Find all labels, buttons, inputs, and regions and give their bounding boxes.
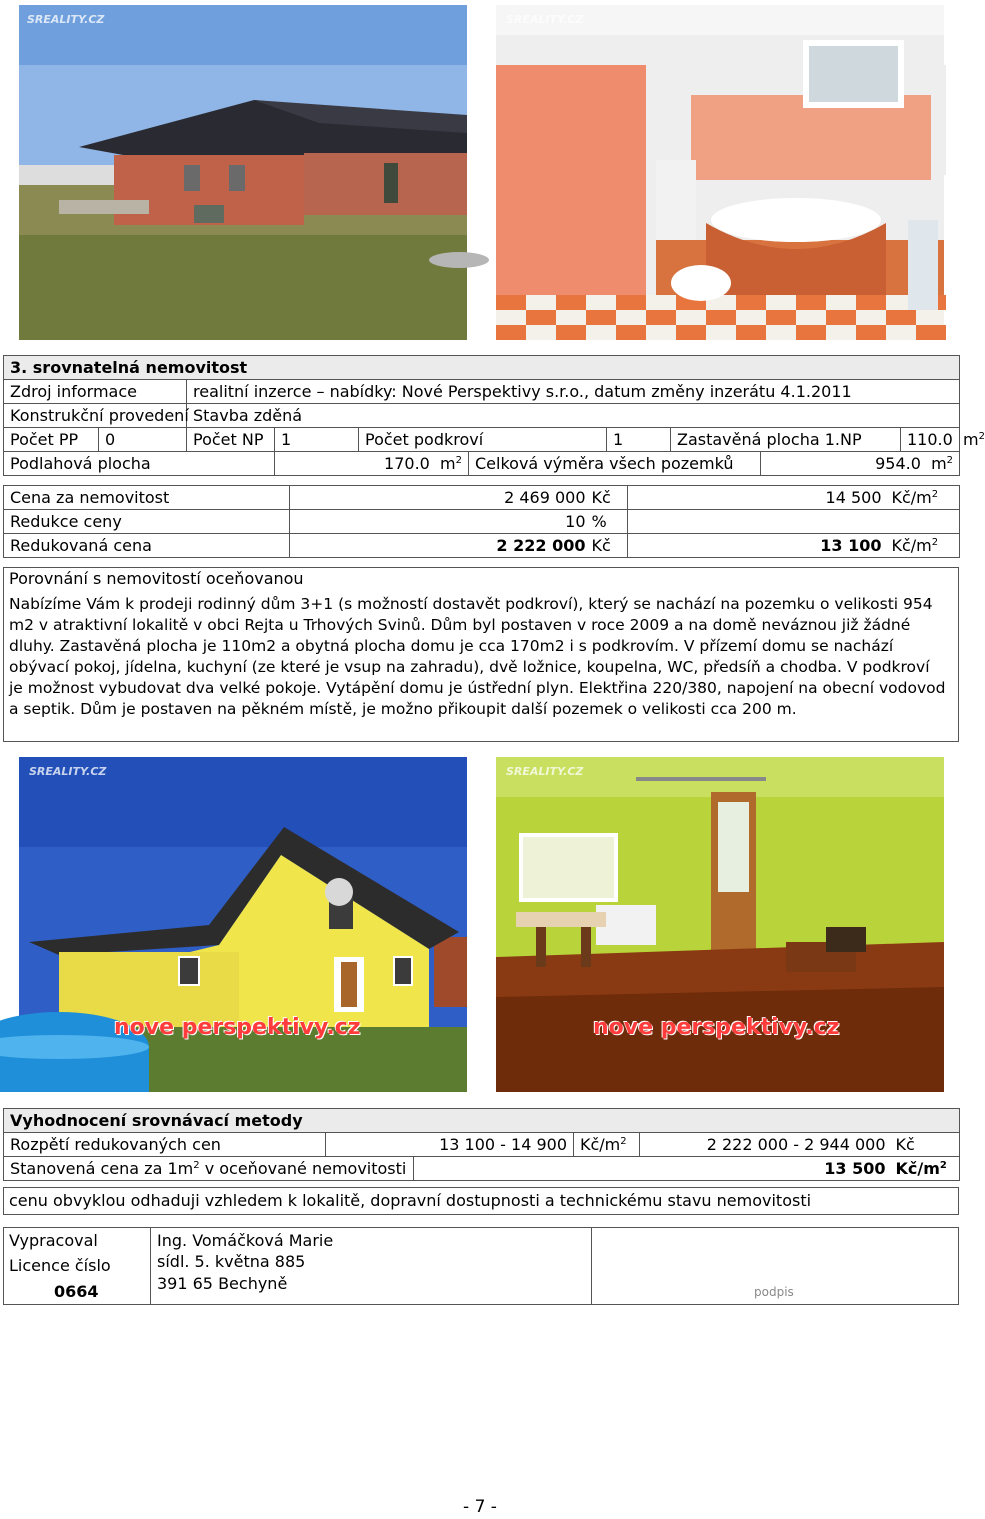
np-label: Počet NP bbox=[187, 428, 275, 452]
currency-per-m2: $Kč/m^2$ bbox=[574, 1133, 640, 1157]
floor-area-cell bbox=[275, 452, 469, 476]
photo-overlay-text: nove perspektivy.cz bbox=[593, 1015, 840, 1040]
land-cell bbox=[761, 452, 960, 476]
currency-per-m2: $Kč/m^2$ bbox=[888, 486, 960, 510]
range-label: Rozpětí redukovaných cen bbox=[4, 1133, 326, 1157]
photo-overlay-text: nove perspektivy.cz bbox=[114, 1015, 361, 1040]
unit-m: m bbox=[440, 453, 456, 473]
license-number: 0664 bbox=[54, 1282, 99, 1301]
comparison-box bbox=[3, 567, 959, 742]
attic-label: Počet podkroví bbox=[359, 428, 607, 452]
page-number: - 7 - bbox=[463, 1497, 497, 1517]
empty-cell bbox=[628, 510, 960, 534]
reduction-label: Redukce ceny bbox=[4, 510, 290, 534]
description bbox=[9, 594, 949, 720]
signature-block bbox=[3, 1227, 959, 1305]
range-value: 13 100 - 14 900 bbox=[326, 1133, 574, 1157]
photo-house-exterior-brick bbox=[19, 5, 467, 340]
construction-label: Konstrukční provedení bbox=[4, 404, 187, 428]
unit-sq: 2 bbox=[455, 454, 462, 466]
pp-label: Počet PP bbox=[4, 428, 99, 452]
compare-label: Porovnání s nemovitostí oceňovanou bbox=[9, 569, 304, 588]
author-address-line: 391 65 Bechyně bbox=[157, 1274, 288, 1293]
eval-title: Vyhodnocení srovnávací metody bbox=[4, 1109, 960, 1133]
percent: % bbox=[592, 510, 628, 534]
unit-sq: 2 bbox=[946, 454, 954, 466]
built-area-label: Zastavěná plocha 1.NP bbox=[671, 428, 901, 452]
built-area-value: 110.0 bbox=[907, 429, 953, 449]
currency: Kč bbox=[892, 1133, 960, 1157]
pp-value: 0 bbox=[99, 428, 187, 452]
np-value: 1 bbox=[275, 428, 359, 452]
photo-watermark: SREALITY.CZ bbox=[27, 13, 105, 26]
floor-area-value: 170.0 bbox=[384, 453, 430, 473]
attic-value: 1 bbox=[607, 428, 671, 452]
section-title: 3. srovnatelná nemovitost bbox=[4, 356, 960, 380]
land-value: 954.0 bbox=[875, 453, 921, 473]
photo-living-room bbox=[496, 757, 944, 1092]
set-price-label: Stanovená cena za $1m^2$ v oceňované nemovitosti bbox=[4, 1157, 414, 1181]
justification-box bbox=[3, 1187, 959, 1215]
signature-label: podpis bbox=[754, 1285, 794, 1299]
land-label: Celková výměra všech pozemků bbox=[469, 452, 761, 476]
property-info-table bbox=[3, 355, 985, 476]
price-value: 2 469 000 bbox=[290, 486, 592, 510]
photo-watermark: SREALITY.CZ bbox=[29, 765, 107, 778]
construction-value: Stavba zděná bbox=[187, 404, 960, 428]
currency: Kč bbox=[592, 486, 628, 510]
price-table bbox=[3, 485, 960, 558]
prepared-label: Vypracoval bbox=[9, 1231, 98, 1250]
justification-text: cenu obvyklou odhaduji vzhledem k lokalitě, dopravní dostupnosti a technickému stavu nemovitosti bbox=[9, 1191, 812, 1210]
source-label: Zdroj informace bbox=[4, 380, 187, 404]
description-line: je možnost vybudovat dva velké pokoje. Vytápění domu je ústřední plyn. Elektřina 220/380, napojení na obecní vodovod bbox=[9, 679, 946, 697]
set-price-value: 13 500 bbox=[414, 1157, 892, 1181]
photo-watermark: SREALITY.CZ bbox=[506, 13, 584, 26]
author-address-line: sídl. 5. května 885 bbox=[157, 1252, 306, 1271]
reduced-label: Redukovaná cena bbox=[4, 534, 290, 558]
price-label: Cena za nemovitost bbox=[4, 486, 290, 510]
currency: Kč bbox=[592, 534, 628, 558]
unit-m: m bbox=[931, 453, 947, 473]
photo-watermark: SREALITY.CZ bbox=[506, 765, 584, 778]
description-line: dluhy. Zastavěná plocha je 110m2 a obytná plocha domu je cca 170m2 i s podkrovím. V přízemí domu se nachází bbox=[9, 637, 894, 655]
description-line: obývací pokoj, jídelna, kuchyní (ze které je vsup na zahradu), dvě ložnice, koupelna, WC, předsíň a chodba. V podkroví bbox=[9, 658, 930, 676]
reduction-value: 10 bbox=[290, 510, 592, 534]
price-per-m2: 14 500 bbox=[628, 486, 888, 510]
reduced-per-m2: 13 100 bbox=[628, 534, 888, 558]
author-name: Ing. Vomáčková Marie bbox=[157, 1231, 334, 1250]
reduced-value: 2 222 000 bbox=[290, 534, 592, 558]
unit-sq: 2 bbox=[978, 430, 985, 442]
license-label: Licence číslo bbox=[9, 1256, 111, 1275]
currency-per-m2: $Kč/m^2$ bbox=[888, 534, 960, 558]
floor-area-label: Podlahová plocha bbox=[4, 452, 275, 476]
range-total: 2 222 000 - 2 944 000 bbox=[640, 1133, 892, 1157]
description-line: m2 v atraktivní lokalitě v obci Rejta u Trhových Svinů. Dům byl postaven v roce 2009 a na domě neváznou již žádné bbox=[9, 616, 911, 634]
evaluation-table bbox=[3, 1108, 960, 1181]
unit-m: m bbox=[962, 429, 979, 449]
photo-bathroom bbox=[496, 5, 944, 340]
description-line: Nabízíme Vám k prodeji rodinný dům 3+1 (s možností dostavět podkroví), který se nachází na pozemku o velikosti 954 bbox=[9, 595, 933, 613]
source-value: realitní inzerce – nabídky: Nové Perspektivy s.r.o., datum změny inzerátu 4.1.2011 bbox=[187, 380, 960, 404]
description-line: a septik. Dům je postaven na pěkném místě, je možno přikoupit další pozemek o velikosti cca 200 m. bbox=[9, 700, 797, 718]
photo-house-exterior-yellow bbox=[19, 757, 467, 1092]
built-area-cell bbox=[901, 428, 985, 452]
currency-per-m2: $Kč/m^2$ bbox=[892, 1157, 960, 1181]
